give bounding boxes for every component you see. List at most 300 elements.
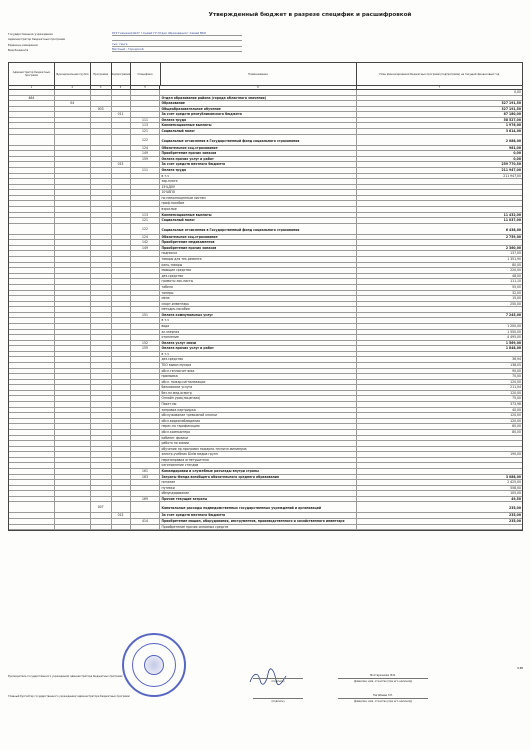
cell-a (9, 458, 55, 463)
cell-p (91, 480, 112, 485)
cell-g (55, 307, 91, 312)
cell-sp (131, 436, 161, 441)
signature-caption: (подпись) (253, 698, 303, 703)
cell-v: 2 759,00 (505, 234, 521, 239)
cell-a (9, 279, 55, 284)
cell-a (9, 90, 55, 95)
cell-v: 0,00 (513, 151, 521, 156)
cell-sp (131, 251, 161, 256)
cell-n: Оплата прочих услуг и работ (160, 157, 356, 162)
cell-g (55, 129, 91, 134)
cell-n: Социальный налог (160, 218, 356, 223)
cell-v: 235,00 (509, 513, 521, 518)
cell-sp (131, 302, 161, 307)
cell-p (91, 201, 112, 206)
cell-s (112, 279, 131, 284)
cell-v (357, 352, 522, 357)
cell-s (112, 123, 131, 128)
cell-sp (131, 96, 161, 101)
cell-n: кабинет физики (160, 436, 356, 441)
cell-s (112, 369, 131, 374)
cell-a (9, 135, 55, 145)
cell-g (55, 330, 91, 335)
cell-s (112, 307, 131, 312)
cell-a (9, 185, 55, 190)
cell-v: 40,00 (512, 407, 521, 412)
cell-sp: 124 (131, 235, 161, 240)
cell-sp: 121 (131, 129, 161, 134)
cell-a (9, 385, 55, 390)
cell-p (91, 396, 112, 401)
cell-g: 04 (55, 101, 91, 106)
cell-s (112, 185, 131, 190)
cell-s (112, 430, 131, 435)
cell-s (112, 352, 131, 357)
cell-g (55, 391, 91, 396)
cell-v (357, 185, 522, 190)
cell-p (91, 385, 112, 390)
cell-a (9, 218, 55, 223)
cell-p: 003 (91, 107, 112, 112)
cell-p (91, 190, 112, 195)
cell-s (112, 318, 131, 323)
cell-s (112, 151, 131, 156)
cell-s (112, 525, 131, 530)
cell-g (55, 441, 91, 446)
cell-p (91, 235, 112, 240)
cell-v: 1 976,00 (505, 123, 521, 128)
cell-g (55, 402, 91, 407)
cell-n: табеля (160, 285, 356, 290)
cell-a (9, 157, 55, 162)
cell-p (91, 162, 112, 167)
signature-role-label: Руководитель государственного учреждения/ администратора бюджетных программ (8, 675, 123, 678)
cell-v: 235,00 (509, 506, 521, 511)
meta-value: КГУ Гимназия №27 г.Семей ГУ Отдел образования г.Семей ВКО (112, 31, 242, 36)
cell-a (9, 324, 55, 329)
cell-v: 70,00 (512, 374, 521, 379)
cell-n: Социальные отчисления в Государственный фонд социального страхования (160, 135, 356, 145)
cell-p (91, 168, 112, 173)
cell-v: 120,00 (510, 379, 521, 384)
cell-sp (131, 458, 161, 463)
cell-n: электр.учебник Білім медиа групп (160, 452, 356, 457)
cell-p (91, 246, 112, 251)
cell-p (91, 268, 112, 273)
cell-n: обсл.компьютера (160, 430, 356, 435)
cell-n: Оплата труда (160, 168, 356, 173)
cell-n: Приобретение прочих основных средств (160, 525, 356, 530)
page-title: Утвержденный бюджет в разрезе специфик и расшифровкой (208, 12, 412, 18)
cell-n: в т.ч (160, 318, 356, 323)
cell-v: 80,00 (512, 429, 521, 434)
header-cell: Подпрограмма (112, 63, 131, 85)
table-body (8, 90, 523, 531)
cell-sp (131, 162, 161, 167)
cell-v: 137,00 (510, 251, 521, 256)
cell-g (55, 135, 91, 145)
signature-caption: (подпись) (253, 678, 303, 683)
cell-sp (131, 463, 161, 468)
cell-s (112, 213, 131, 218)
header-cell: Функциональная группа (55, 63, 91, 85)
cell-a (9, 285, 55, 290)
cell-n: товары для тек.ремонта (160, 257, 356, 262)
cell-s (112, 491, 131, 496)
signature-row (8, 675, 523, 683)
cell-a (9, 213, 55, 218)
cell-n: Пакет.мо (160, 402, 356, 407)
cell-sp (131, 285, 161, 290)
cell-n: заправка картриджа (160, 408, 356, 413)
cell-a (9, 246, 55, 251)
cell-a (9, 475, 55, 480)
cell-a (9, 346, 55, 351)
cell-p (91, 307, 112, 312)
cell-p (91, 274, 112, 279)
cell-a (9, 307, 55, 312)
cell-n: Оплата прочих услуг и работ (160, 346, 356, 351)
cell-v: 327 191,50 (501, 106, 521, 111)
cell-n: Оплата коммунальных услуг (160, 313, 356, 318)
cell-sp: 122 (131, 224, 161, 234)
cell-p (91, 285, 112, 290)
cell-sp: 414 (131, 519, 161, 524)
cell-v (357, 469, 522, 474)
cell-sp (131, 447, 161, 452)
cell-a (9, 240, 55, 245)
cell-p (91, 491, 112, 496)
cell-v (357, 240, 522, 245)
cell-a (9, 196, 55, 201)
cell-a (9, 463, 55, 468)
cell-s (112, 330, 131, 335)
cell-v: 1 550,00 (507, 329, 521, 334)
cell-g (55, 369, 91, 374)
cell-n: питание (160, 480, 356, 485)
cell-p (91, 486, 112, 491)
cell-s (112, 257, 131, 262)
cell-n: Социальный налог (160, 129, 356, 134)
cell-a (9, 268, 55, 273)
cell-v (357, 201, 522, 206)
cell-a (9, 486, 55, 491)
cell-sp (131, 525, 161, 530)
cell-s (112, 235, 131, 240)
cell-p (91, 207, 112, 212)
cell-sp (131, 174, 161, 179)
cell-p (91, 313, 112, 318)
meta-label: Администратор бюджетных программ (8, 37, 66, 42)
cell-v: 36,94 (512, 357, 521, 362)
cell-n: промывка (160, 374, 356, 379)
table-row (9, 224, 522, 235)
cell-n: обслуживание тревожной кнопки (160, 413, 356, 418)
cell-v (357, 207, 522, 212)
cell-g (55, 90, 91, 95)
cell-n: без.пл.мед.осмотр (160, 391, 356, 396)
cell-sp (131, 90, 161, 95)
meta-label: Единица измерения (8, 42, 38, 47)
cell-v: 7 245,00 (505, 312, 521, 317)
cell-g (55, 497, 91, 502)
cell-s (112, 157, 131, 162)
cell-v: 250,00 (510, 301, 521, 306)
cell-a (9, 525, 55, 530)
cell-g (55, 107, 91, 112)
cell-g (55, 157, 91, 162)
cell-p (91, 196, 112, 201)
cell-sp (131, 391, 161, 396)
cell-g (55, 96, 91, 101)
cell-n: Обязательное соц.страхование (160, 235, 356, 240)
cell-s (112, 341, 131, 346)
cell-g (55, 251, 91, 256)
cell-sp (131, 441, 161, 446)
cell-s (112, 380, 131, 385)
cell-v: 120,00 (510, 413, 521, 418)
cell-n: вода (160, 324, 356, 329)
cell-p (91, 257, 112, 262)
cell-n: эл.энергия (160, 330, 356, 335)
cell-g (55, 525, 91, 530)
cell-n: Компенсационные выплаты (160, 213, 356, 218)
cell-sp (131, 185, 161, 190)
cell-v: 67 180,00 (503, 112, 521, 117)
cell-s (112, 391, 131, 396)
cell-n: Приобретение прочих запасов (160, 246, 356, 251)
cell-sp: 149 (131, 151, 161, 156)
cell-a (9, 447, 55, 452)
cell-a (9, 374, 55, 379)
cell-p (91, 346, 112, 351)
cell-g (55, 313, 91, 318)
cell-a (9, 190, 55, 195)
cell-g (55, 185, 91, 190)
cell-p (91, 352, 112, 357)
cell-n: Оплата труда (160, 118, 356, 123)
cell-p (91, 112, 112, 117)
cell-g (55, 224, 91, 234)
cell-g (55, 408, 91, 413)
cell-g (55, 385, 91, 390)
cell-n: проф.пособие (160, 201, 356, 206)
cell-p (91, 213, 112, 218)
cell-a (9, 330, 55, 335)
cell-n: дез.средства (160, 274, 356, 279)
cell-sp (131, 107, 161, 112)
cell-s (112, 135, 131, 145)
cell-s (112, 480, 131, 485)
cell-s (112, 486, 131, 491)
cell-v (357, 441, 522, 446)
cell-s (112, 224, 131, 234)
cell-p (91, 424, 112, 429)
header-meta (8, 31, 523, 52)
cell-p (91, 101, 112, 106)
cell-v: 11 432,00 (503, 212, 521, 217)
cell-g (55, 424, 91, 429)
cell-p (91, 408, 112, 413)
cell-g (55, 201, 91, 206)
cell-p (91, 357, 112, 362)
cell-v: 60,00 (512, 424, 521, 429)
cell-s (112, 519, 131, 524)
cell-g (55, 285, 91, 290)
cell-p (91, 380, 112, 385)
cell-a (9, 318, 55, 323)
cell-a (9, 101, 55, 106)
cell-sp (131, 330, 161, 335)
cell-n: в т.ч (160, 352, 356, 357)
cell-p (91, 318, 112, 323)
cell-s (112, 218, 131, 223)
cell-v: 327 191,50 (501, 101, 521, 106)
cell-a (9, 519, 55, 524)
cell-s (112, 441, 131, 446)
cell-p (91, 324, 112, 329)
cell-s (112, 413, 131, 418)
cell-p (91, 469, 112, 474)
cell-n: методич.пособия (160, 307, 356, 312)
cell-sp (131, 179, 161, 184)
cell-s (112, 207, 131, 212)
cell-g (55, 151, 91, 156)
cell-v: 32,00 (512, 290, 521, 295)
cell-n: путевки (160, 486, 356, 491)
cell-s (112, 96, 131, 101)
cell-p (91, 135, 112, 145)
signatory-name: Нигибаева З.Н. (373, 694, 393, 697)
cell-v: 373,98 (510, 402, 521, 407)
cell-s (112, 107, 131, 112)
cell-p (91, 240, 112, 245)
cell-n: Социальные отчисления в Государственный фонд социального страхования (160, 224, 356, 234)
cell-g (55, 486, 91, 491)
cell-v: 49,50 (511, 496, 521, 501)
cell-a (9, 168, 55, 173)
cell-sp: 159 (131, 157, 161, 162)
cell-sp: 124 (131, 146, 161, 151)
cell-v: 1 351,90 (507, 257, 521, 262)
cell-n: 15%ДОУ (160, 185, 356, 190)
cell-n: Образование (160, 101, 356, 106)
cell-s (112, 129, 131, 134)
cell-g (55, 419, 91, 424)
cell-g (55, 352, 91, 357)
cell-n: обсл. пожар.сигнализации (160, 380, 356, 385)
cell-v (357, 179, 522, 184)
cell-v: 1 848,00 (505, 346, 521, 351)
cell-p (91, 185, 112, 190)
cell-g (55, 452, 91, 457)
cell-sp (131, 430, 161, 435)
cell-n: За счет средств местного бюджета (160, 513, 356, 518)
cell-s (112, 419, 131, 424)
cell-p (91, 441, 112, 446)
cell-a (9, 235, 55, 240)
cell-p (91, 341, 112, 346)
cell-s (112, 179, 131, 184)
cell-sp (131, 307, 161, 312)
cell-n: работа по химии (160, 441, 356, 446)
cell-g (55, 318, 91, 323)
cell-g (55, 274, 91, 279)
cell-p (91, 436, 112, 441)
cell-a (9, 162, 55, 167)
cell-g (55, 207, 91, 212)
cell-s (112, 452, 131, 457)
cell-s (112, 408, 131, 413)
cell-s (112, 101, 131, 106)
cell-s (112, 263, 131, 268)
cell-n: перезаправка огнетушителя (160, 458, 356, 463)
cell-a: 464 (9, 96, 55, 101)
column-number: 6 (160, 86, 356, 89)
cell-g (55, 279, 91, 284)
cell-s (112, 385, 131, 390)
cell-s (112, 357, 131, 362)
cell-sp (131, 190, 161, 195)
cell-g (55, 346, 91, 351)
cell-p (91, 146, 112, 151)
table-row (9, 502, 522, 513)
cell-v (357, 196, 522, 201)
cell-n: банковские услуги (160, 385, 356, 390)
header-cell: Наименование (161, 63, 357, 85)
cell-g (55, 491, 91, 496)
cell-n: ТБО вывоз мусора (160, 363, 356, 368)
meta-label: Государственное учреждение (8, 32, 53, 37)
header-cell: План финансирования бюджетных программ (подпрограмм) на текущий финансовый год (379, 72, 500, 76)
cell-g (55, 190, 91, 195)
cell-v: 80,00 (512, 262, 521, 267)
cell-a (9, 469, 55, 474)
meta-row (8, 47, 523, 52)
header-cell: Администратор бюджетных программ (9, 63, 55, 85)
cell-n: моющие средства (160, 268, 356, 273)
cell-g (55, 380, 91, 385)
column-number: 3 (91, 86, 112, 89)
cell-sp (131, 274, 161, 279)
cell-sp (131, 318, 161, 323)
cell-g (55, 246, 91, 251)
cell-sp (131, 357, 161, 362)
cell-v (357, 318, 522, 323)
cell-g (55, 296, 91, 301)
cell-s (112, 335, 131, 340)
cell-s (112, 251, 131, 256)
cell-a (9, 436, 55, 441)
cell-sp (131, 413, 161, 418)
cell-v: 111,10 (510, 279, 521, 284)
cell-g (55, 413, 91, 418)
cell-g (55, 196, 91, 201)
column-number: 7 (438, 86, 441, 89)
cell-sp (131, 268, 161, 273)
cell-sp (131, 419, 161, 424)
cell-a (9, 363, 55, 368)
cell-a (9, 146, 55, 151)
cell-v: 90,00 (512, 368, 521, 373)
cell-sp (131, 352, 161, 357)
cell-sp (131, 396, 161, 401)
cell-sp (131, 374, 161, 379)
cell-a (9, 302, 55, 307)
cell-v: 6 438,00 (505, 227, 521, 232)
cell-sp (131, 402, 161, 407)
cell-n: обмундирование (160, 491, 356, 496)
